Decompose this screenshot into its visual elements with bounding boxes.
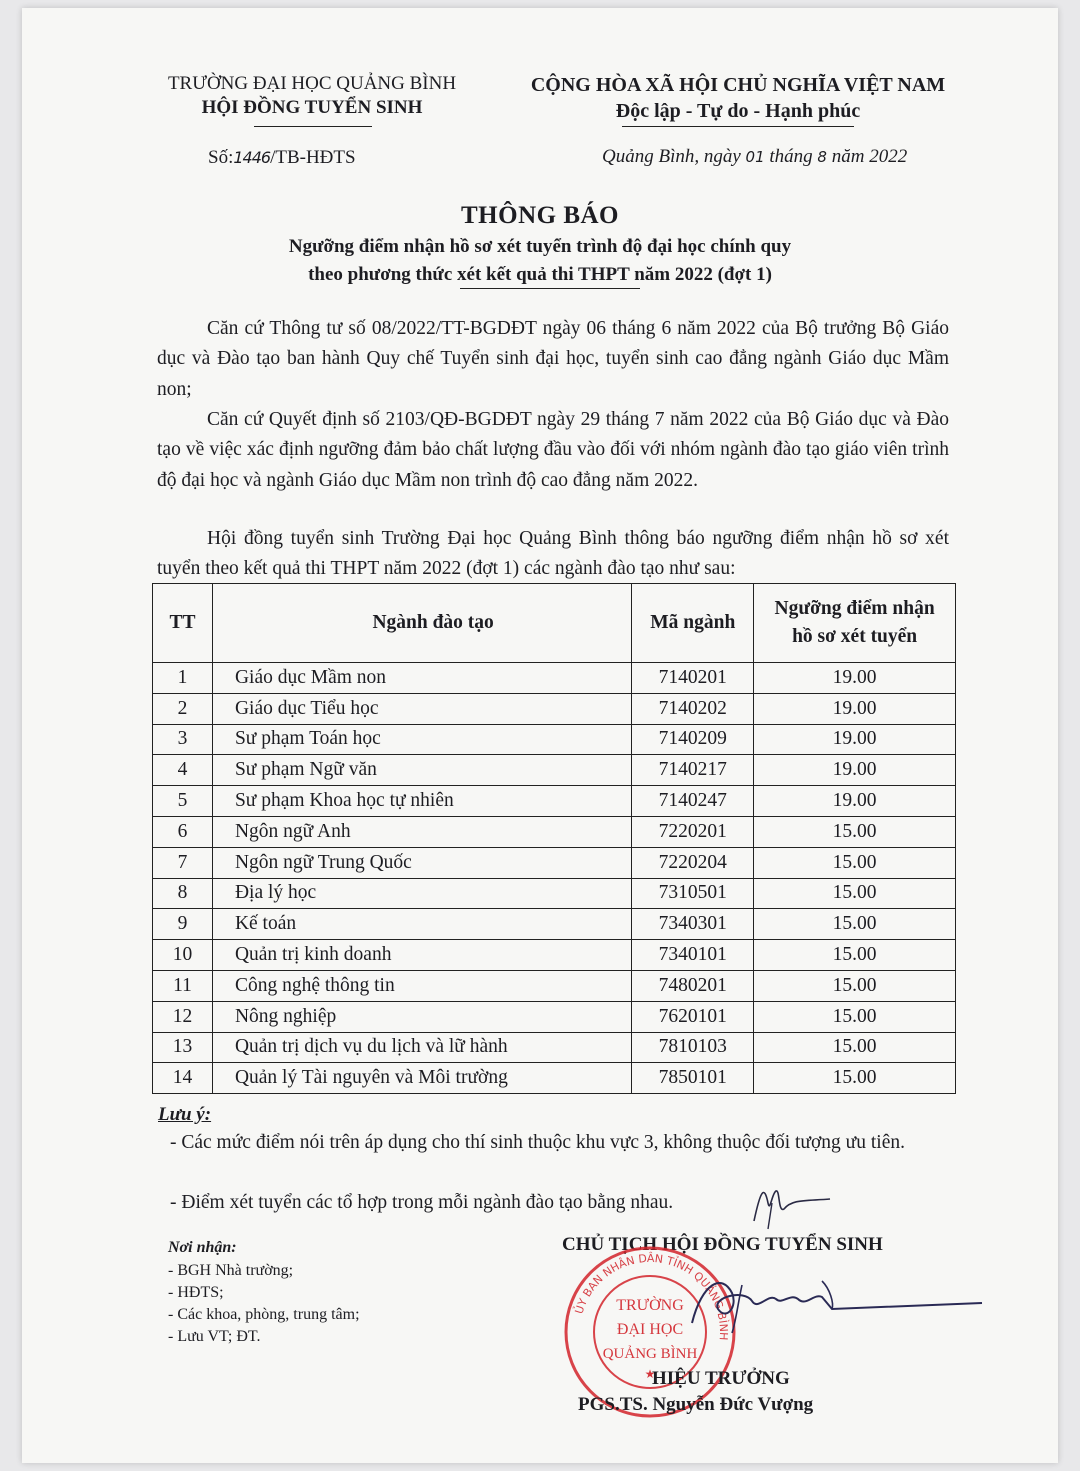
svg-text:TRƯỜNG: TRƯỜNG [616, 1297, 684, 1314]
recipients-heading: Nơi nhận: [168, 1239, 237, 1256]
table-row [153, 847, 956, 878]
cell-code: 7310501 [632, 878, 754, 909]
cell-threshold: 15.00 [754, 970, 956, 1001]
cell-tt: 14 [153, 1063, 213, 1094]
date-year: năm 2022 [831, 146, 908, 167]
cell-code: 7140209 [632, 724, 754, 755]
paragraph-text: Căn cứ Thông tư số 08/2022/TT-BGDĐT ngày 06 tháng 6 năm 2022 của Bộ trưởng Bộ Giáo dục và Đào tạo ban hành Quy chế Tuyển sinh đại học, tuyển sinh cao đẳng ngành Giáo dục Mầm non; [157, 318, 949, 400]
national-motto: Độc lập - Tự do - Hạnh phúc [615, 100, 861, 122]
date-prefix: Quảng Bình, ngày [602, 146, 741, 167]
cell-code: 7140201 [632, 663, 754, 694]
cell-program: Nông nghiệp [212, 1001, 631, 1032]
cell-code: 7480201 [632, 970, 754, 1001]
document-title: THÔNG BÁO [461, 202, 619, 229]
table-row [153, 755, 956, 786]
cell-code: 7340101 [632, 940, 754, 971]
issuer-underline [254, 126, 372, 127]
table-row [153, 693, 956, 724]
table-body [153, 663, 956, 1094]
cell-tt: 13 [153, 1032, 213, 1063]
date-month: 8 [817, 148, 827, 166]
cell-threshold: 15.00 [754, 847, 956, 878]
cell-code: 7140247 [632, 786, 754, 817]
cell-code: 7620101 [632, 1001, 754, 1032]
document-date [602, 146, 907, 168]
date-month-word: tháng [769, 146, 813, 167]
cell-code: 7340301 [632, 909, 754, 940]
cell-program: Quản trị kinh doanh [212, 940, 631, 971]
cell-tt: 10 [153, 940, 213, 971]
cell-tt: 5 [153, 786, 213, 817]
svg-text:QUẢNG BÌNH: QUẢNG BÌNH [602, 1346, 698, 1362]
cell-threshold: 15.00 [754, 1032, 956, 1063]
cell-threshold: 15.00 [754, 1063, 956, 1094]
notes-heading: Lưu ý: [158, 1104, 212, 1125]
document-page [22, 8, 1058, 1463]
cell-tt: 1 [153, 663, 213, 694]
national-motto-block [510, 72, 966, 124]
svg-text:ỦY BAN NHÂN DÂN TỈNH QUẢNG BÌN: ỦY BAN NHÂN DÂN TỈNH QUẢNG BÌNH [572, 1251, 731, 1341]
table-row [153, 1001, 956, 1032]
table-row [153, 970, 956, 1001]
cell-tt: 6 [153, 816, 213, 847]
cell-code: 7140202 [632, 693, 754, 724]
cell-program: Ngôn ngữ Anh [212, 816, 631, 847]
table-row [153, 878, 956, 909]
issuer-council: HỘI ĐỒNG TUYỂN SINH [201, 97, 423, 118]
header-threshold [754, 584, 956, 663]
table-row [153, 816, 956, 847]
cell-threshold: 19.00 [754, 693, 956, 724]
svg-text:ĐẠI HỌC: ĐẠI HỌC [616, 1321, 684, 1338]
recipient-item: - HĐTS; [168, 1284, 224, 1301]
cell-threshold: 15.00 [754, 1001, 956, 1032]
table-row [153, 663, 956, 694]
issuer-block [162, 72, 462, 120]
cell-threshold: 15.00 [754, 878, 956, 909]
paragraph-text: Hội đồng tuyển sinh Trường Đại học Quảng Bình thông báo ngưỡng điểm nhận hồ sơ xét tuyển theo kết quả thi THPT năm 2022 (đợt 1) các ngành đào tạo như sau: [157, 528, 949, 580]
document-subtitle-1: Ngưỡng điểm nhận hồ sơ xét tuyển trình độ đại học chính quy [288, 236, 792, 257]
cell-threshold: 19.00 [754, 786, 956, 817]
cell-threshold: 19.00 [754, 755, 956, 786]
principal-title: HIỆU TRƯỞNG [652, 1368, 790, 1389]
header-threshold-line2: hồ sơ xét tuyển [792, 626, 918, 647]
paragraph-announcement [157, 524, 949, 585]
table-row [153, 1063, 956, 1094]
issuer-university: TRƯỜNG ĐẠI HỌC QUẢNG BÌNH [167, 73, 457, 94]
cell-tt: 3 [153, 724, 213, 755]
signer-name: PGS.TS. Nguyễn Đức Vượng [578, 1394, 814, 1415]
header-threshold-line1: Ngưỡng điểm nhận [774, 598, 935, 619]
cell-tt: 9 [153, 909, 213, 940]
cell-program: Giáo dục Mầm non [212, 663, 631, 694]
cell-threshold: 15.00 [754, 909, 956, 940]
cell-tt: 4 [153, 755, 213, 786]
note-item-2: - Điểm xét tuyển các tổ hợp trong mỗi ngành đào tạo bằng nhau. [170, 1192, 674, 1213]
chair-title: CHỦ TỊCH HỘI ĐỒNG TUYỂN SINH [562, 1234, 883, 1255]
header-program: Ngành đào tạo [212, 584, 631, 663]
header-code: Mã ngành [632, 584, 754, 663]
recipients-list [168, 1260, 360, 1348]
doc-number-suffix: /TB-HĐTS [270, 147, 356, 168]
cell-program: Sư phạm Khoa học tự nhiên [212, 786, 631, 817]
cell-tt: 12 [153, 1001, 213, 1032]
cell-code: 7850101 [632, 1063, 754, 1094]
cell-program: Quản trị dịch vụ du lịch và lữ hành [212, 1032, 631, 1063]
table-row [153, 724, 956, 755]
cell-code: 7810103 [632, 1032, 754, 1063]
cell-tt: 11 [153, 970, 213, 1001]
national-title: CỘNG HÒA XÃ HỘI CHỦ NGHĨA VIỆT NAM [530, 74, 946, 96]
svg-text:★: ★ [644, 1367, 656, 1381]
cell-threshold: 19.00 [754, 663, 956, 694]
threshold-table [152, 583, 956, 1094]
recipient-item: - Các khoa, phòng, trung tâm; [168, 1306, 360, 1323]
paragraph-text: Căn cứ Quyết định số 2103/QĐ-BGDĐT ngày 29 tháng 7 năm 2022 của Bộ Giáo dục và Đào tạo về việc xác định ngưỡng đảm bảo chất lượng đầu vào đối với nhóm ngành đào tạo giáo viên trình độ đại học và ngành Giáo dục Mầm non trình độ cao đẳng năm 2022. [157, 409, 949, 491]
cell-threshold: 15.00 [754, 816, 956, 847]
paragraph-legal-basis-1 [157, 314, 949, 405]
cell-code: 7220201 [632, 816, 754, 847]
document-number [208, 147, 356, 169]
cell-program: Địa lý học [212, 878, 631, 909]
handwritten-initial [746, 1173, 836, 1233]
cell-threshold: 19.00 [754, 724, 956, 755]
table-row [153, 940, 956, 971]
cell-code: 7140217 [632, 755, 754, 786]
cell-tt: 7 [153, 847, 213, 878]
paragraph-legal-basis-2 [157, 405, 949, 496]
header-tt: TT [153, 584, 213, 663]
cell-threshold: 15.00 [754, 940, 956, 971]
note-item-1: - Các mức điểm nói trên áp dụng cho thí sinh thuộc khu vực 3, không thuộc đối tượng ưu tiên. [170, 1132, 905, 1153]
cell-tt: 2 [153, 693, 213, 724]
recipient-item: - Lưu VT; ĐT. [168, 1328, 261, 1345]
cell-program: Sư phạm Ngữ văn [212, 755, 631, 786]
handwritten-signature [672, 1263, 1012, 1343]
cell-program: Ngôn ngữ Trung Quốc [212, 847, 631, 878]
document-subtitle-2: theo phương thức xét kết quả thi THPT năm 2022 (đợt 1) [308, 264, 772, 285]
table-row [153, 909, 956, 940]
doc-number-prefix: Số: [208, 147, 234, 168]
cell-program: Sư phạm Toán học [212, 724, 631, 755]
table-row [153, 1032, 956, 1063]
cell-code: 7220204 [632, 847, 754, 878]
table-row [153, 786, 956, 817]
motto-underline [622, 126, 854, 127]
table-header-row [153, 584, 956, 663]
recipient-item: - BGH Nhà trường; [168, 1262, 294, 1279]
subtitle-underline [460, 288, 640, 289]
doc-number-handwritten: 1446 [233, 148, 271, 167]
date-day: 01 [745, 148, 765, 166]
cell-program: Công nghệ thông tin [212, 970, 631, 1001]
cell-program: Giáo dục Tiểu học [212, 693, 631, 724]
cell-tt: 8 [153, 878, 213, 909]
cell-program: Quản lý Tài nguyên và Môi trường [212, 1063, 631, 1094]
cell-program: Kế toán [212, 909, 631, 940]
